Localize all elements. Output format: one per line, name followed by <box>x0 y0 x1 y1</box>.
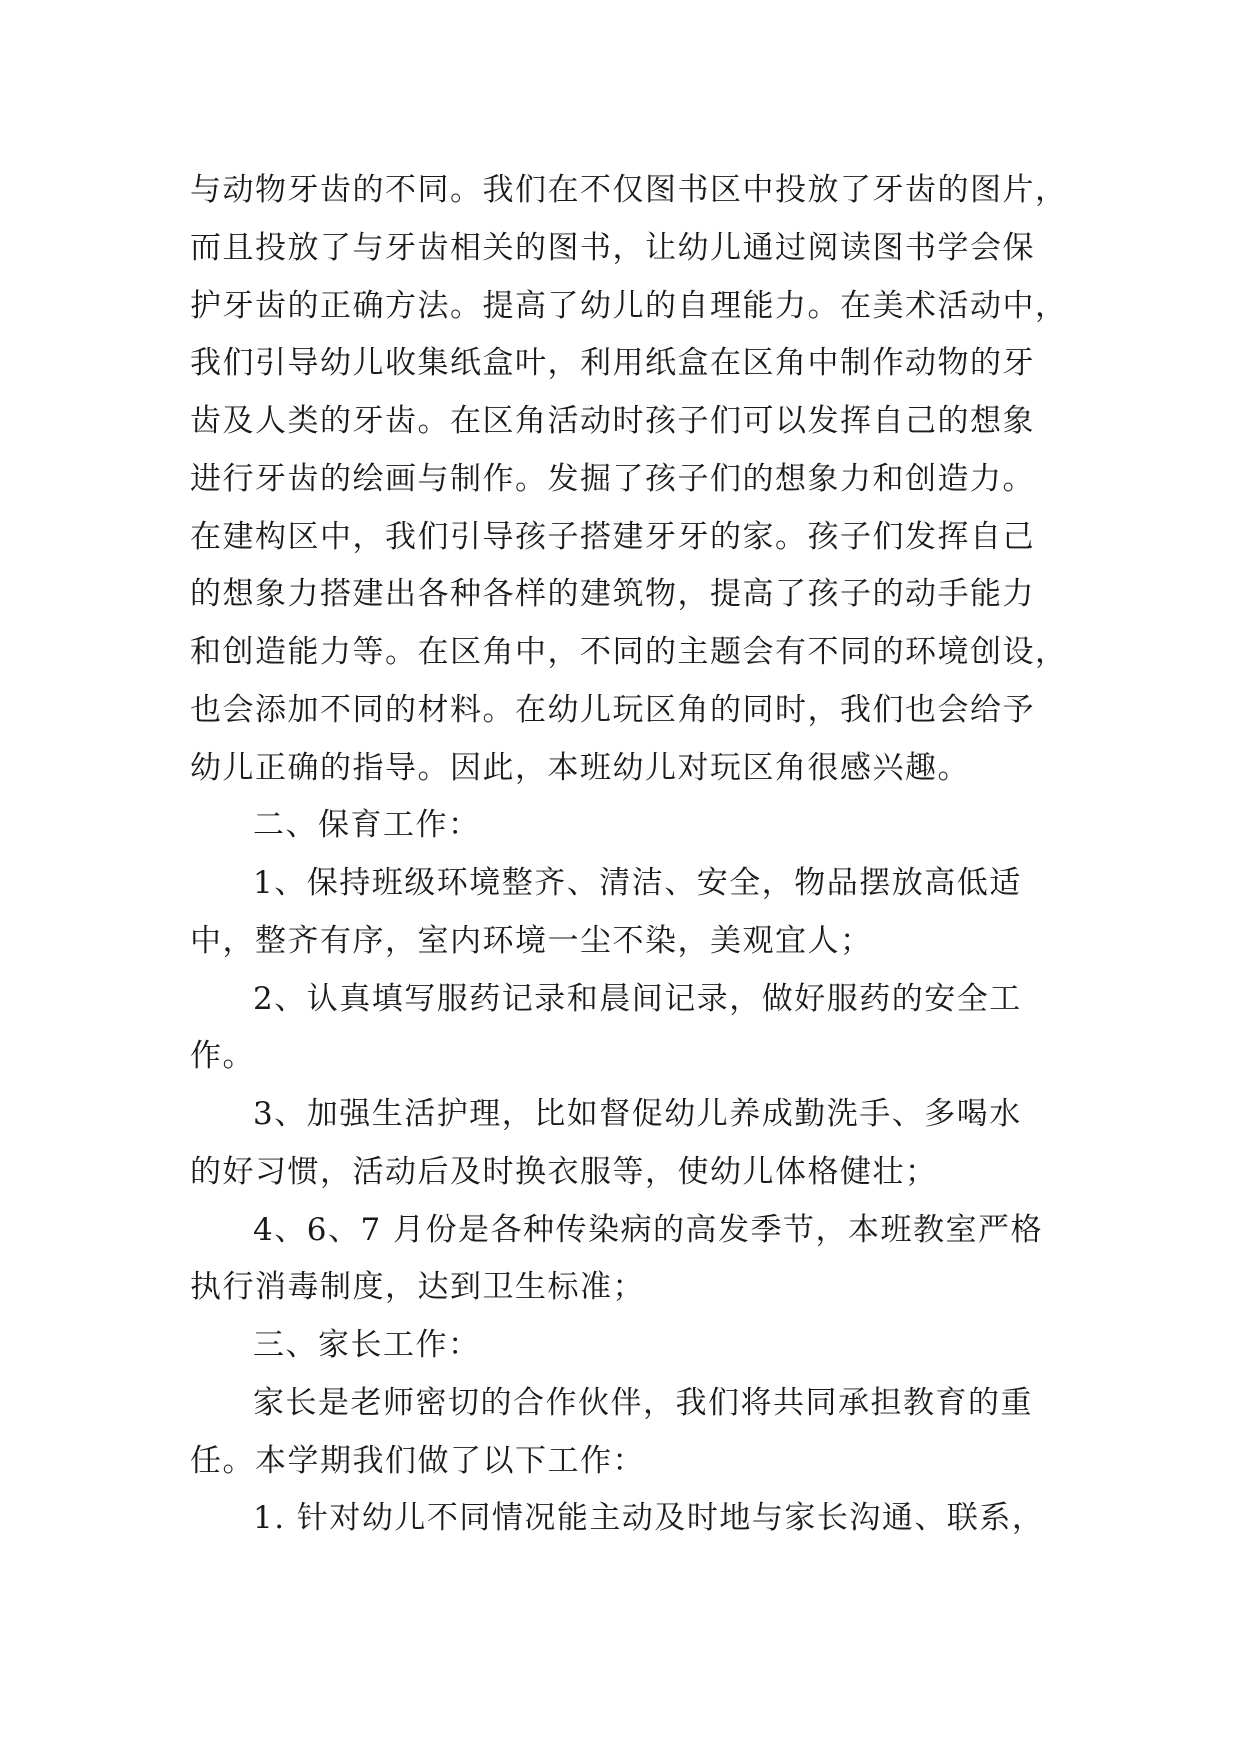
section-heading: 二、保育工作： <box>253 807 481 843</box>
text-line: 执行消毒制度，达到卫生标准； <box>190 1269 645 1305</box>
text-line: 1. 针对幼儿不同情况能主动及时地与家长沟通、联系， <box>253 1500 1045 1536</box>
text-line: 我们引导幼儿收集纸盒叶，利用纸盒在区角中制作动物的牙 <box>190 345 1035 381</box>
text-line: 与动物牙齿的不同。我们在不仅图书区中投放了牙齿的图片， <box>190 172 1068 208</box>
text-line: 任。本学期我们做了以下工作： <box>190 1443 645 1479</box>
text-line: 幼儿正确的指导。因此，本班幼儿对玩区角很感兴趣。 <box>190 750 970 786</box>
text-line: 齿及人类的牙齿。在区角活动时孩子们可以发挥自己的想象 <box>190 403 1035 439</box>
text-line: 作。 <box>190 1038 255 1074</box>
text-line: 的想象力搭建出各种各样的建筑物，提高了孩子的动手能力 <box>190 576 1035 612</box>
text-line: 在建构区中，我们引导孩子搭建牙牙的家。孩子们发挥自己 <box>190 519 1035 555</box>
text-line: 3、加强生活护理，比如督促幼儿养成勤洗手、多喝水 <box>253 1096 1022 1132</box>
text-line: 和创造能力等。在区角中，不同的主题会有不同的环境创设， <box>190 634 1068 670</box>
section-heading: 三、家长工作： <box>253 1327 481 1363</box>
text-line: 进行牙齿的绘画与制作。发掘了孩子们的想象力和创造力。 <box>190 461 1035 497</box>
text-line: 家长是老师密切的合作伙伴，我们将共同承担教育的重 <box>253 1385 1033 1421</box>
text-line: 中，整齐有序，室内环境一尘不染，美观宜人； <box>190 923 873 959</box>
text-line: 护牙齿的正确方法。提高了幼儿的自理能力。在美术活动中， <box>190 288 1068 324</box>
text-line: 2、认真填写服药记录和晨间记录，做好服药的安全工 <box>253 981 1022 1017</box>
text-line: 也会添加不同的材料。在幼儿玩区角的同时，我们也会给予 <box>190 692 1035 728</box>
text-line: 的好习惯，活动后及时换衣服等，使幼儿体格健壮； <box>190 1154 938 1190</box>
text-line: 而且投放了与牙齿相关的图书，让幼儿通过阅读图书学会保 <box>190 230 1035 266</box>
text-line: 1、保持班级环境整齐、清洁、安全，物品摆放高低适 <box>253 865 1022 901</box>
text-line: 4、6、7 月份是各种传染病的高发季节，本班教室严格 <box>253 1212 1044 1248</box>
